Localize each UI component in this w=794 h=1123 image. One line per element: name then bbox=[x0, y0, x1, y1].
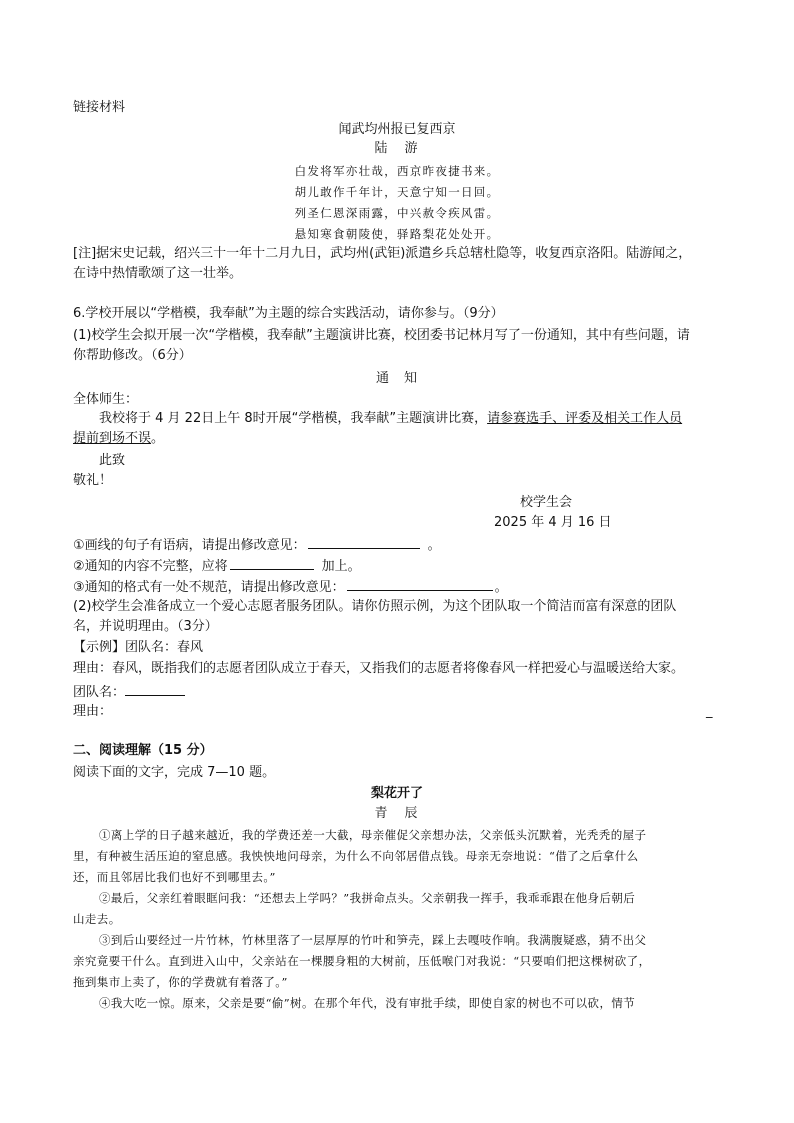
story-title: 梨花开了 bbox=[370, 786, 423, 801]
story-paragraph-line: ④我大吃一惊。原来，父亲是要“偷”树。在那个年代，没有审批手续，即使自家的树也不可以砍，情节 bbox=[99, 996, 636, 1010]
notice-underlined-sentence: 请参赛选手、评委及相关工作人员 bbox=[487, 411, 683, 426]
question-6-title: 6.学校开展以“学楷模，我奉献”为主题的综合实践活动，请你参与。（9分） bbox=[73, 306, 504, 321]
question-6-part1: 你帮助修改。（6分） bbox=[73, 348, 192, 363]
reason-end-mark: _ bbox=[706, 704, 713, 719]
item-text: 。 bbox=[494, 580, 508, 595]
notice-body bbox=[99, 410, 724, 428]
poem-line: 列圣仁恩深雨露，中兴赦令疾风雷。 bbox=[294, 206, 500, 220]
story-paragraph-line: 亲究竟要干什么。直到进入山中，父亲站在一棵腰身粗的大树前，压低喉门对我说：“只要咱们把这棵树砍了， bbox=[73, 954, 651, 968]
link-material-heading: 链接材料 bbox=[73, 100, 126, 115]
question-item-3 bbox=[73, 577, 724, 597]
notice-underlined-sentence: 提前到场不误 bbox=[73, 431, 152, 446]
section-2-heading: 二、阅读理解（15 分） bbox=[73, 743, 213, 758]
story-paragraph-line: 拖到集市上卖了，你的学费就有着落了。” bbox=[73, 975, 288, 989]
poem-title: 闻武均州报已复西京 bbox=[338, 122, 456, 137]
item-text: ①画线的句子有语病，请提出修改意见： bbox=[73, 538, 306, 553]
item-text: ②通知的内容不完整，应将 bbox=[73, 559, 228, 574]
notice-title: 通 知 bbox=[375, 371, 418, 386]
notice-body-text: 。 bbox=[151, 431, 165, 446]
notice-signature: 校学生会 bbox=[520, 495, 573, 510]
notice-closing: 此致 bbox=[99, 453, 126, 468]
poem-line: 白发将军亦壮哉，西京昨夜捷书来。 bbox=[294, 164, 500, 178]
notice-date: 2025 年 4 月 16 日 bbox=[494, 515, 612, 530]
notice-closing: 敬礼！ bbox=[73, 473, 113, 488]
question-6-part1: (1)校学生会拟开展一次“学楷模，我奉献”主题演讲比赛，校团委书记林月写了一份通知，其中有些问题，请 bbox=[73, 328, 690, 343]
notice-salutation: 全体师生： bbox=[73, 392, 139, 407]
team-name-blank[interactable] bbox=[125, 682, 185, 696]
question-6-part2: (2)校学生会准备成立一个爱心志愿者服务团队。请你仿照示例，为这个团队取一个简洁而富有深意的团队 bbox=[73, 599, 677, 614]
poem-line: 胡儿敢作千年计，天意宁知一日回。 bbox=[294, 185, 500, 199]
item-text: 。 bbox=[427, 538, 441, 553]
story-paragraph-line: ③到后山要经过一片竹林，竹林里落了一层厚厚的竹叶和笋壳，踩上去嘎吱作响。我满腹疑惑，猜不出父 bbox=[99, 933, 647, 947]
notice-body-text: 我校将于 4 月 22日上午 8时开展“学楷模，我奉献”主题演讲比赛， bbox=[99, 411, 488, 426]
answer-blank[interactable] bbox=[230, 556, 314, 570]
story-paragraph-line: 山走去。 bbox=[73, 912, 121, 926]
story-paragraph-line: ①离上学的日子越来越近，我的学费还差一大截，母亲催促父亲想办法，父亲低头沉默着，光秃秃的屋子 bbox=[99, 828, 647, 842]
poem-note: 在诗中热情歌颂了这一壮举。 bbox=[73, 266, 243, 281]
story-paragraph-line: 还，而且邻居比我们也好不到哪里去。” bbox=[73, 870, 276, 884]
question-6-part2: 名，并说明理由。（3分） bbox=[73, 619, 218, 634]
example-team-name: 【示例】团队名：春风 bbox=[73, 640, 204, 655]
reason-label: 理由： bbox=[73, 704, 113, 719]
poem-line: 悬知寒食朝陵使，驿路梨花处处开。 bbox=[294, 227, 500, 241]
example-reason: 理由：春风，既指我们的志愿者团队成立于春天，又指我们的志愿者将像春风一样把爱心与温暖送给大家。 bbox=[73, 661, 685, 676]
section-2-instruction: 阅读下面的文字，完成 7—10 题。 bbox=[73, 765, 276, 780]
question-item-2 bbox=[73, 556, 724, 576]
team-name-label: 团队名： bbox=[73, 685, 126, 700]
item-text: 加上。 bbox=[321, 559, 361, 574]
notice-body bbox=[73, 430, 724, 448]
team-name-row bbox=[73, 682, 724, 702]
story-author: 青 辰 bbox=[374, 806, 420, 821]
answer-blank[interactable] bbox=[347, 577, 493, 591]
story-paragraph-line: 里，有种被生活压迫的窒息感。我怏怏地问母亲，为什么不向邻居借点钱。母亲无奈地说：“借了之后拿什么 bbox=[73, 849, 639, 863]
poem-note: [注]据宋史记载，绍兴三十一年十二月九日，武均州(武钜)派遣乡兵总辖杜隐等，收复西京洛阳。陆游闻之， bbox=[73, 246, 692, 261]
answer-blank[interactable] bbox=[308, 535, 420, 549]
story-paragraph-line: ②最后，父亲红着眼眶问我：“还想去上学吗？”我拼命点头。父亲朝我一挥手，我乖乖跟在他身后朝后 bbox=[99, 891, 636, 905]
poem-author: 陆 游 bbox=[374, 141, 420, 156]
question-item-1 bbox=[73, 535, 724, 555]
item-text: ③通知的格式有一处不规范，请提出修改意见： bbox=[73, 580, 345, 595]
